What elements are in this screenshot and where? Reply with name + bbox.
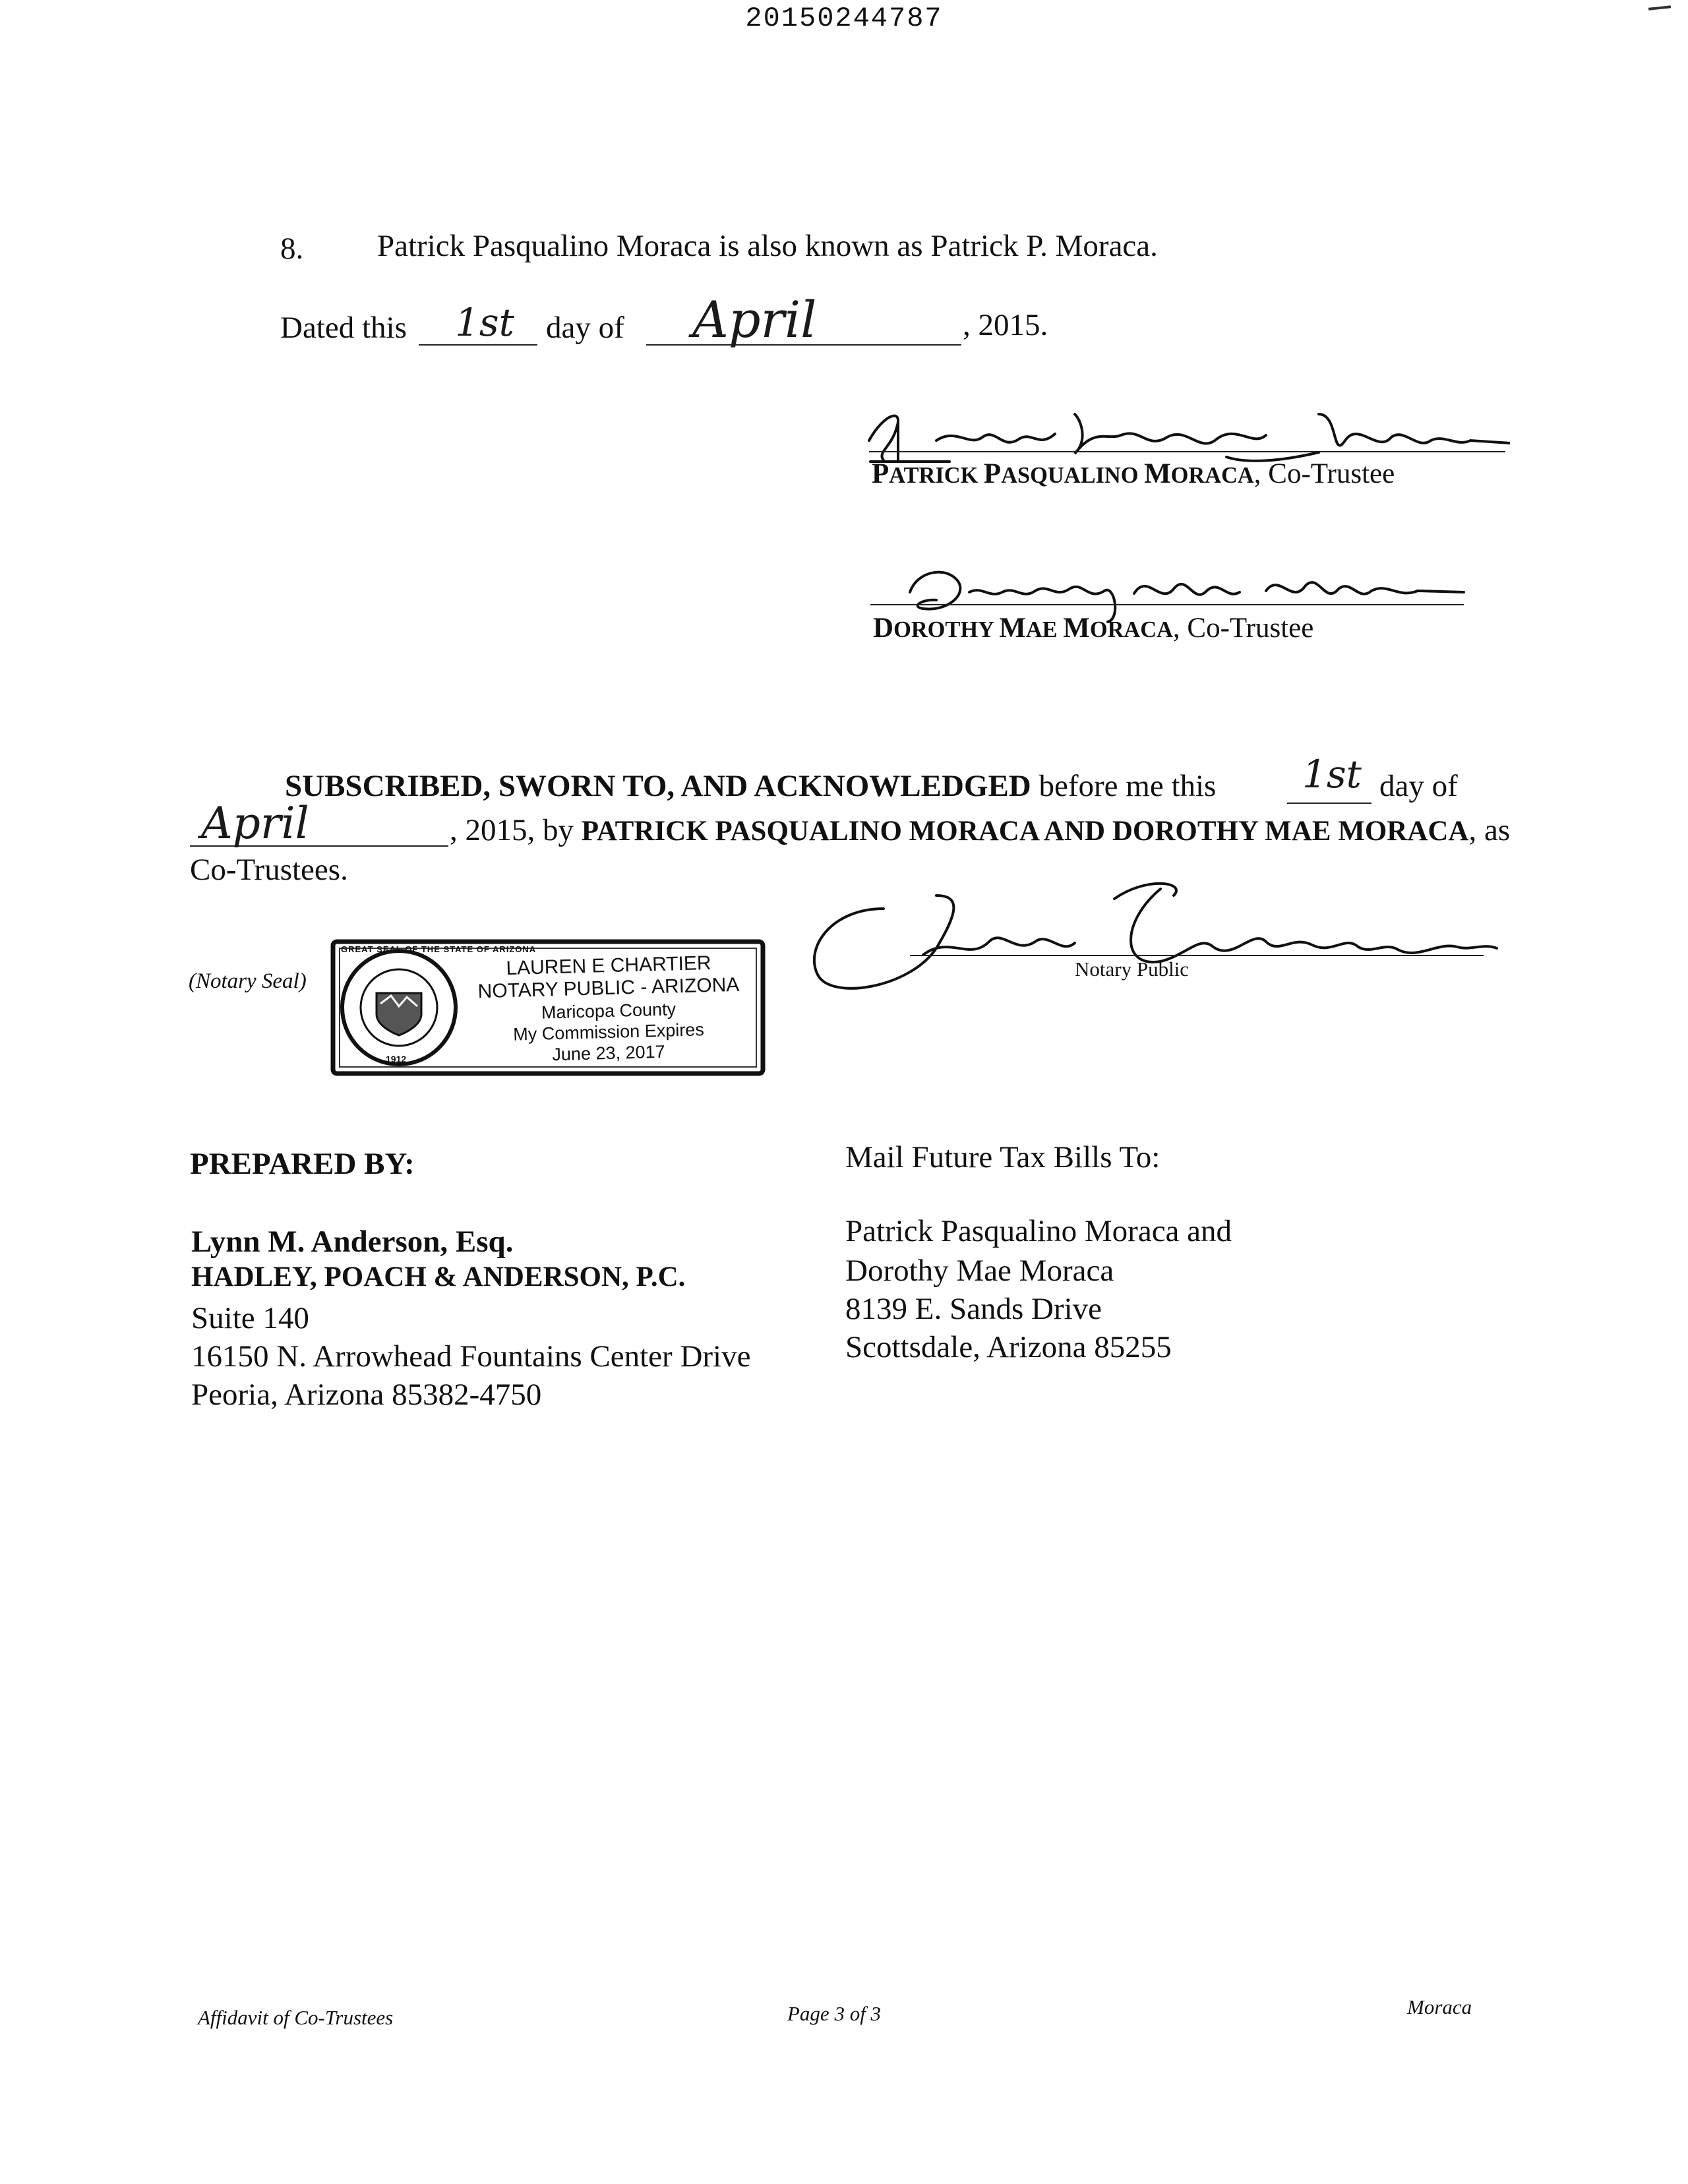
item-text: Patrick Pasqualino Moraca is also known as Patrick P. Moraca. (377, 229, 1158, 263)
stamp-expiry: June 23, 2017 (552, 1041, 665, 1065)
preparer-firm: HADLEY, POACH & ANDERSON, P.C. (191, 1261, 686, 1292)
dorothy-signature-line (870, 604, 1464, 605)
preparer-suite: Suite 140 (191, 1301, 309, 1335)
seal-year: 1912 (386, 1054, 407, 1064)
mail-to-line1: Patrick Pasqualino Moraca and (845, 1214, 1232, 1248)
mail-to-heading: Mail Future Tax Bills To: (845, 1140, 1160, 1174)
preparer-street: 16150 N. Arrowhead Fountains Center Drive (191, 1339, 751, 1374)
notary-public-label: Notary Public (1075, 957, 1190, 981)
mail-to-line3: 8139 E. Sands Drive (845, 1292, 1102, 1326)
ack-line1 (285, 768, 1216, 804)
footer-page-number: Page 3 of 3 (787, 2002, 882, 2025)
footer-right: Moraca (1407, 1995, 1472, 2018)
patrick-name: PATRICK PASQUALINO MORACA, Co-Trustee (872, 458, 1395, 489)
item-number: 8. (280, 231, 304, 266)
stamp-county: Maricopa County (541, 999, 677, 1023)
ack-month-handwritten: April (201, 798, 309, 849)
notary-signature (804, 869, 1503, 1001)
ack-day-handwritten: 1st (1302, 752, 1362, 797)
ack-day-of: day of (1379, 769, 1458, 803)
notary-signature-line (910, 955, 1484, 956)
dated-month-handwritten: April (692, 290, 817, 349)
dorothy-name: DOROTHY MAE MORACA, Co-Trustee (873, 613, 1314, 644)
ack-parties: PATRICK PASQUALINO MORACA AND DOROTHY MAE MORACA (581, 816, 1469, 847)
ack-before-me: before me this (1031, 769, 1217, 803)
patrick-signature-line (869, 451, 1505, 452)
dated-prefix: Dated this (280, 311, 407, 345)
document-number: 20150244787 (745, 3, 943, 34)
mail-to-line2: Dorothy Mae Moraca (845, 1254, 1114, 1288)
ack-bold-lead: SUBSCRIBED, SWORN TO, AND ACKNOWLEDGED (285, 769, 1031, 803)
ack-line2: , 2015, by PATRICK PASQUALINO MORACA AND DOROTHY MAE MORACA, as (450, 813, 1511, 847)
preparer-city: Peoria, Arizona 85382-4750 (191, 1378, 542, 1412)
dated-suffix: , 2015. (963, 308, 1048, 342)
notary-stamp (328, 935, 768, 1084)
dated-day-handwritten: 1st (455, 300, 514, 345)
stamp-title: NOTARY PUBLIC - ARIZONA (477, 973, 740, 1003)
prepared-by-heading: PREPARED BY: (190, 1147, 415, 1181)
preparer-name: Lynn M. Anderson, Esq. (191, 1225, 514, 1259)
footer-left: Affidavit of Co-Trustees (198, 2006, 394, 2029)
stamp-commission: My Commission Expires (512, 1019, 705, 1045)
seal-ring-text: GREAT SEAL OF THE STATE OF ARIZONA (341, 944, 537, 954)
notary-seal-label: (Notary Seal) (189, 969, 307, 993)
ack-line3: Co-Trustees. (190, 853, 348, 887)
stamp-name: LAUREN E CHARTIER (506, 952, 711, 980)
mail-to-line4: Scottsdale, Arizona 85255 (845, 1330, 1172, 1364)
dated-middle: day of (546, 311, 624, 345)
